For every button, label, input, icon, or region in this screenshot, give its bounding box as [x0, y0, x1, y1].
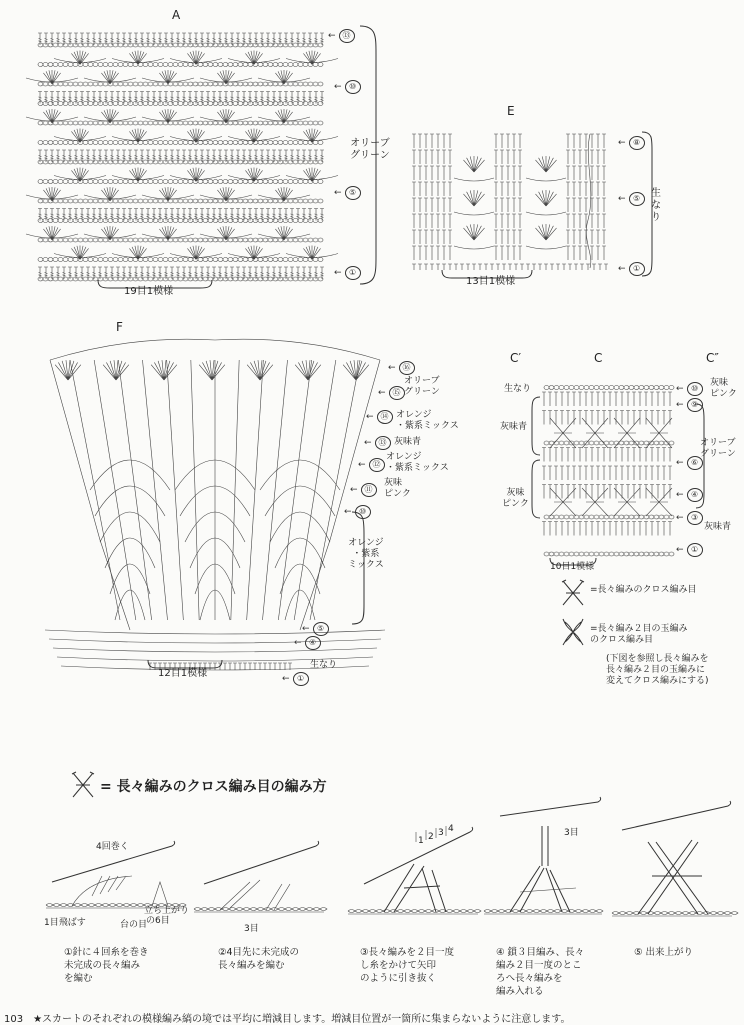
page-footer [4, 1010, 570, 1025]
stitch-row [542, 466, 672, 480]
loops [220, 880, 290, 910]
chart-f-repeat-note: 12目1模様 [158, 668, 208, 679]
hook-tip [470, 827, 473, 832]
chain-arc [454, 178, 494, 181]
chart-e-label: E [507, 104, 515, 118]
chart-a-row-10: ← ⑩ [334, 80, 361, 94]
ray [263, 360, 288, 620]
chain-arc [526, 246, 566, 249]
hook-tip [172, 841, 175, 846]
stitch-row [494, 182, 522, 196]
chart-f-olive-green: オリーブ グリーン [404, 376, 440, 397]
cross-stitch [614, 418, 640, 448]
chart-a-row-13: ← ⑬ [328, 29, 355, 43]
chain-arc [454, 246, 494, 249]
stitch-row [566, 198, 606, 212]
crochet-hook [500, 802, 598, 816]
chain-row [544, 385, 674, 389]
stitch-legs [510, 826, 570, 912]
base-chain [348, 910, 481, 915]
step-1-caption: ①針に４回糸を巻き 未完成の長々編み を編む [64, 947, 149, 984]
stitch-row [412, 214, 452, 228]
hook-tip [598, 797, 601, 802]
chart-c-diagram [540, 370, 680, 560]
chain-row [38, 82, 323, 86]
stitch-row [412, 198, 452, 212]
step-3-illustration [344, 818, 484, 938]
step-1-note-4wrap: 4回巻く [96, 842, 129, 852]
arch [100, 512, 160, 542]
stitch-row [542, 448, 672, 462]
chart-f-row-11: ← ⑪ [350, 483, 377, 497]
ray [278, 360, 311, 620]
chain-arc [526, 178, 566, 181]
chain-line [586, 134, 591, 268]
chain-row [38, 121, 323, 125]
base-chain [194, 908, 327, 913]
chart-a-diagram [30, 24, 330, 286]
chart-c-left-bracket-1 [528, 395, 542, 457]
wraps [72, 876, 132, 906]
stitch-row [566, 182, 606, 196]
bottom-row [49, 639, 381, 643]
chart-f-gray-blue: 灰味青 [394, 437, 422, 447]
chart-c-left-gray-pink: 灰味 ピンク [502, 488, 529, 509]
chart-f-gray-pink: 灰味 ピンク [384, 478, 411, 499]
fan-motif [55, 360, 81, 380]
fan-motif [463, 224, 484, 240]
chart-c-repeat-note: 10目1模様 [550, 562, 595, 572]
step-1-note-skip: 1目飛ばす [44, 918, 86, 928]
stitch-row [542, 522, 672, 536]
chart-c-right-gray-blue: 灰味青 [704, 522, 732, 532]
arch [260, 460, 340, 490]
step-3-note-1: 1 [418, 836, 424, 846]
page-number: 103 [4, 1014, 24, 1025]
step-1-note-6sts: の6目 [146, 916, 170, 926]
stitch-row [412, 166, 452, 180]
top-edge [50, 339, 380, 360]
arch [95, 486, 165, 516]
cross-stitch [646, 488, 672, 516]
stitch-row [494, 230, 522, 244]
stitch-legs [384, 864, 446, 912]
chart-e-row-5: ← ⑤ [618, 192, 645, 206]
chart-c-left-bracket-2 [528, 458, 542, 520]
chart-a-color-label: オリーブ グリーン [350, 138, 390, 161]
arch [105, 538, 155, 568]
arch [115, 590, 145, 620]
crochet-hook [204, 846, 316, 884]
crochet-hook [622, 806, 728, 830]
stitch-row [412, 230, 452, 244]
chart-c-right-olive-green: オリーブ グリーン [700, 438, 736, 459]
arch [90, 460, 170, 490]
chart-a-row-1: ← ① [334, 266, 361, 280]
fan-motif [295, 360, 321, 380]
fan-motif [535, 224, 556, 240]
fan-motif [535, 156, 556, 172]
chart-a-label: A [172, 8, 181, 22]
stitch-row [412, 150, 452, 164]
chain-row [38, 199, 323, 203]
stitch-row [566, 166, 606, 180]
chart-c-row-10: ← ⑩ [676, 382, 703, 396]
stitch-row [494, 150, 522, 164]
cross-puff-symbol [560, 616, 586, 648]
step-3-note-2: 2 [428, 832, 434, 842]
cross-stitch [550, 488, 576, 516]
stitch-row [566, 150, 606, 164]
stitch-row [494, 198, 522, 212]
chart-e-row-1: ← ① [618, 262, 645, 276]
step-3-note-4: 4 [448, 824, 454, 834]
chart-f-row-14: ← ⑭ [366, 410, 393, 424]
stitch-row [494, 246, 522, 260]
chart-f-row-12: ← ⑫ [358, 458, 385, 472]
stitch-row [566, 246, 606, 260]
arch [280, 564, 320, 594]
chart-e-color-label: 生 な り [651, 188, 661, 223]
chain-row [544, 515, 674, 519]
finished-cross [638, 840, 708, 914]
instructions-heading: = 長々編みのクロス編み目の編み方 [100, 779, 327, 795]
chain-bridge [520, 888, 576, 892]
arch [275, 538, 325, 568]
chart-f-natural: 生なり [310, 660, 338, 670]
step-4-illustration [480, 796, 610, 938]
stitch-row [412, 246, 452, 260]
arch [110, 564, 150, 594]
arch [265, 486, 335, 516]
stitch-row [494, 214, 522, 228]
chain-row [544, 441, 674, 445]
stitch-row [566, 214, 606, 228]
chart-f-orange-purple-2: オレンジ ・紫系ミックス [386, 452, 449, 473]
ray [143, 360, 168, 620]
chart-c-right-gray-pink: 灰味 ピンク [710, 378, 737, 399]
chart-c-row-9: ← ⑨ [676, 398, 703, 412]
chart-c-row-1: ← ① [676, 543, 703, 557]
footer-note: ★スカートのそれぞれの模様編み縞の境では平均に増減目します。増減目位置が一箇所に集まらないように注意します。 [33, 1014, 571, 1025]
fan-motif [463, 156, 484, 172]
cross-stitch [614, 488, 640, 516]
arch [285, 590, 315, 620]
chart-e-diagram [412, 130, 612, 272]
chart-f-row-10: ← ⑩ [344, 505, 371, 519]
hook-tip [728, 801, 731, 806]
chart-c-left-gray-blue: 灰味青 [500, 422, 528, 432]
chain-row [38, 238, 323, 242]
cross-puff-legend: =長々編み２目の玉編み のクロス編み目 [590, 624, 688, 645]
chart-c-left-natural: 生なり [504, 384, 532, 394]
cross-stitch [550, 418, 576, 448]
ray [70, 360, 120, 620]
stitch-row [566, 134, 606, 148]
step-3-caption: ③長々編みを２目一度 し糸をかけて矢印 のように引き抜く [360, 947, 455, 984]
stitch-row [542, 392, 672, 406]
chart-e-repeat-note: 13目1模様 [466, 276, 516, 287]
chart-e-row-8: ← ⑧ [618, 136, 645, 150]
chart-a-row-5: ← ⑤ [334, 186, 361, 200]
step-2-caption: ②4目先に未完成の 長々編みを編む [218, 947, 300, 971]
chart-f-label: F [116, 320, 123, 334]
fan-motif [199, 360, 225, 380]
base-chain [484, 910, 603, 915]
step-1-note-base: 台の目 [120, 920, 148, 930]
bottom-row [53, 648, 377, 652]
step-4-note-3sts: 3目 [564, 828, 579, 838]
ray [118, 360, 151, 620]
chart-f-row-1: ← ① [282, 672, 309, 686]
step-2-note-3sts: 3目 [244, 924, 259, 934]
chart-c-double-prime-label: C″ [706, 351, 719, 365]
chart-a-repeat-note: 19目1模様 [124, 286, 174, 297]
heading-cross-symbol [70, 770, 96, 800]
cross-dc-symbol [560, 578, 586, 608]
fan-motif [247, 360, 273, 380]
step-2-illustration [190, 838, 330, 938]
cross-stitch [582, 488, 608, 516]
cross-puff-note: (下図を参照し長々編みを 長々編み２目の玉編みに 変えてクロス編みにする) [606, 654, 709, 686]
stitch-row [494, 134, 522, 148]
ray [231, 360, 239, 620]
stitch-row [542, 485, 672, 499]
cross-stitch [582, 418, 608, 448]
chart-f-row-4: ← ④ [294, 636, 321, 650]
cross-dc-legend: =長々編みのクロス編み目 [590, 585, 697, 595]
chart-f-diagram [40, 330, 390, 680]
stitch-row [412, 182, 452, 196]
chart-c-row-6: ← ⑥ [676, 456, 703, 470]
chart-c-label: C [594, 351, 603, 365]
chart-f-row-16: ← ⑯ [388, 361, 415, 375]
step-1-note-turning: 立ち上がり [144, 906, 190, 916]
bottom-row [45, 630, 385, 634]
chart-c-prime-label: C′ [510, 351, 522, 365]
stitch-row [412, 134, 452, 148]
arch [270, 512, 330, 542]
chart-f-orange-purple-3: オレンジ ・紫系 ミックス [348, 538, 384, 570]
chain-arc [526, 212, 566, 215]
chart-f-row-15: ← ⑮ [378, 386, 405, 400]
stitch-row [542, 411, 672, 425]
chart-c-row-4: ← ④ [676, 488, 703, 502]
base-chain [612, 912, 738, 917]
chart-f-row-5: ← ⑤ [302, 622, 329, 636]
stitch-row [494, 166, 522, 180]
fan-motif [535, 190, 556, 206]
hook-tip [316, 841, 319, 846]
fan-motif [103, 360, 129, 380]
chart-c-row-3: ← ③ [676, 511, 703, 525]
fan-motif [343, 360, 369, 380]
step-4-caption: ④ 鎖３目編み、長々 編み２目一度のとこ ろへ長々編みを 編み入れる [496, 947, 585, 997]
chart-f-row-13: ← ⑬ [364, 436, 391, 450]
chain-arc [454, 212, 494, 215]
turning-chain [152, 882, 168, 906]
fan-motif [151, 360, 177, 380]
ray [191, 360, 199, 620]
step-3-note-3: 3 [438, 828, 444, 838]
step-5-caption: ⑤ 出来上がり [634, 947, 694, 958]
chart-f-orange-purple-1: オレンジ ・紫系ミックス [396, 410, 459, 431]
step-5-illustration [608, 800, 738, 938]
fan-motif [463, 190, 484, 206]
